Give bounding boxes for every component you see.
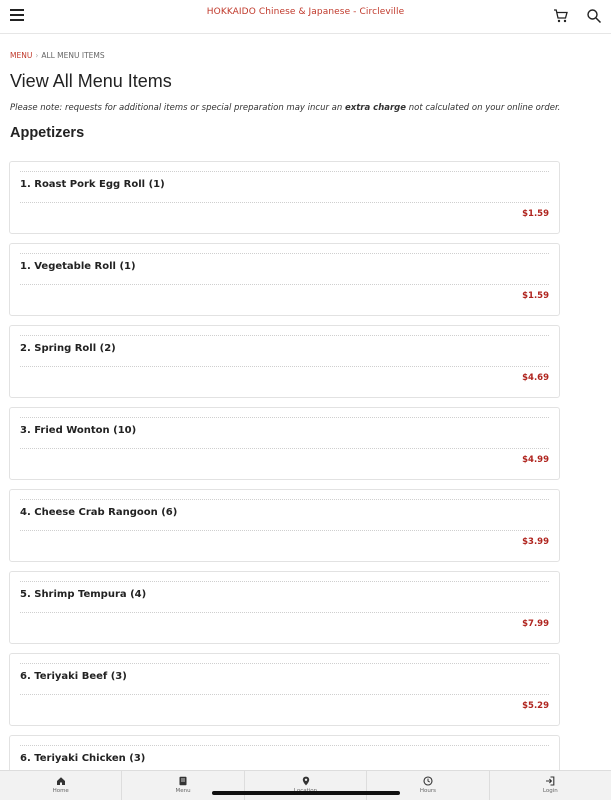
menu-item-name: 2. Spring Roll (2) (20, 343, 116, 354)
menu-item-name: 4. Cheese Crab Rangoon (6) (20, 507, 178, 518)
menu-item-price: $7.99 (522, 619, 549, 629)
bottom-nav (0, 770, 611, 800)
nav-login-label: Login (542, 788, 558, 794)
breadcrumb-menu-link[interactable]: MENU (10, 51, 33, 60)
nav-menu[interactable] (122, 771, 244, 800)
location-pin-icon (301, 776, 311, 786)
login-icon (545, 776, 555, 786)
menu-item-card[interactable] (9, 653, 560, 726)
menu-item-name: 6. Teriyaki Beef (3) (20, 671, 127, 682)
menu-item-card[interactable] (9, 161, 560, 234)
note-suffix: not calculated on your online order. (408, 103, 561, 113)
cart-icon[interactable] (553, 8, 569, 24)
menu-item-price: $1.59 (522, 291, 549, 301)
home-indicator (212, 791, 400, 795)
clock-icon (423, 776, 433, 786)
menu-item-card[interactable] (9, 489, 560, 562)
menu-item-name: 1. Roast Pork Egg Roll (1) (20, 179, 165, 190)
menu-item-card[interactable] (9, 325, 560, 398)
nav-login[interactable] (490, 771, 611, 800)
menu-item-name: 1. Vegetable Roll (1) (20, 261, 136, 272)
menu-item-list (9, 161, 560, 800)
top-header (0, 0, 611, 34)
menu-item-price: $5.29 (522, 701, 549, 711)
nav-hours-label: Hours (419, 788, 436, 794)
special-request-note (10, 103, 560, 113)
breadcrumb-separator: › (35, 51, 39, 60)
menu-item-name: 6. Teriyaki Chicken (3) (20, 753, 146, 764)
menu-item-card[interactable] (9, 243, 560, 316)
section-title-appetizers: Appetizers (10, 125, 85, 141)
menu-item-name: 3. Fried Wonton (10) (20, 425, 137, 436)
menu-item-price: $1.59 (522, 209, 549, 219)
menu-item-card[interactable] (9, 407, 560, 480)
menu-item-price: $4.69 (522, 373, 549, 383)
restaurant-title[interactable]: HOKKAIDO Chinese & Japanese - Circleville (206, 7, 405, 17)
nav-home[interactable] (0, 771, 122, 800)
nav-location[interactable] (245, 771, 367, 800)
nav-home-label: Home (52, 788, 69, 794)
breadcrumb-current: ALL MENU ITEMS (41, 51, 105, 60)
page-title: View All Menu Items (10, 71, 172, 91)
note-emphasis: extra charge (344, 103, 407, 113)
menu-item-name: 5. Shrimp Tempura (4) (20, 589, 147, 600)
menu-book-icon (178, 776, 188, 786)
note-prefix: Please note: requests for additional items or special preparation may incur an (10, 103, 343, 113)
search-icon[interactable] (586, 8, 602, 24)
menu-item-card[interactable] (9, 571, 560, 644)
menu-item-price: $4.99 (522, 455, 549, 465)
menu-item-price: $3.99 (522, 537, 549, 547)
nav-menu-label: Menu (175, 788, 191, 794)
nav-hours[interactable] (367, 771, 489, 800)
home-icon (56, 776, 66, 786)
breadcrumb (10, 51, 105, 60)
